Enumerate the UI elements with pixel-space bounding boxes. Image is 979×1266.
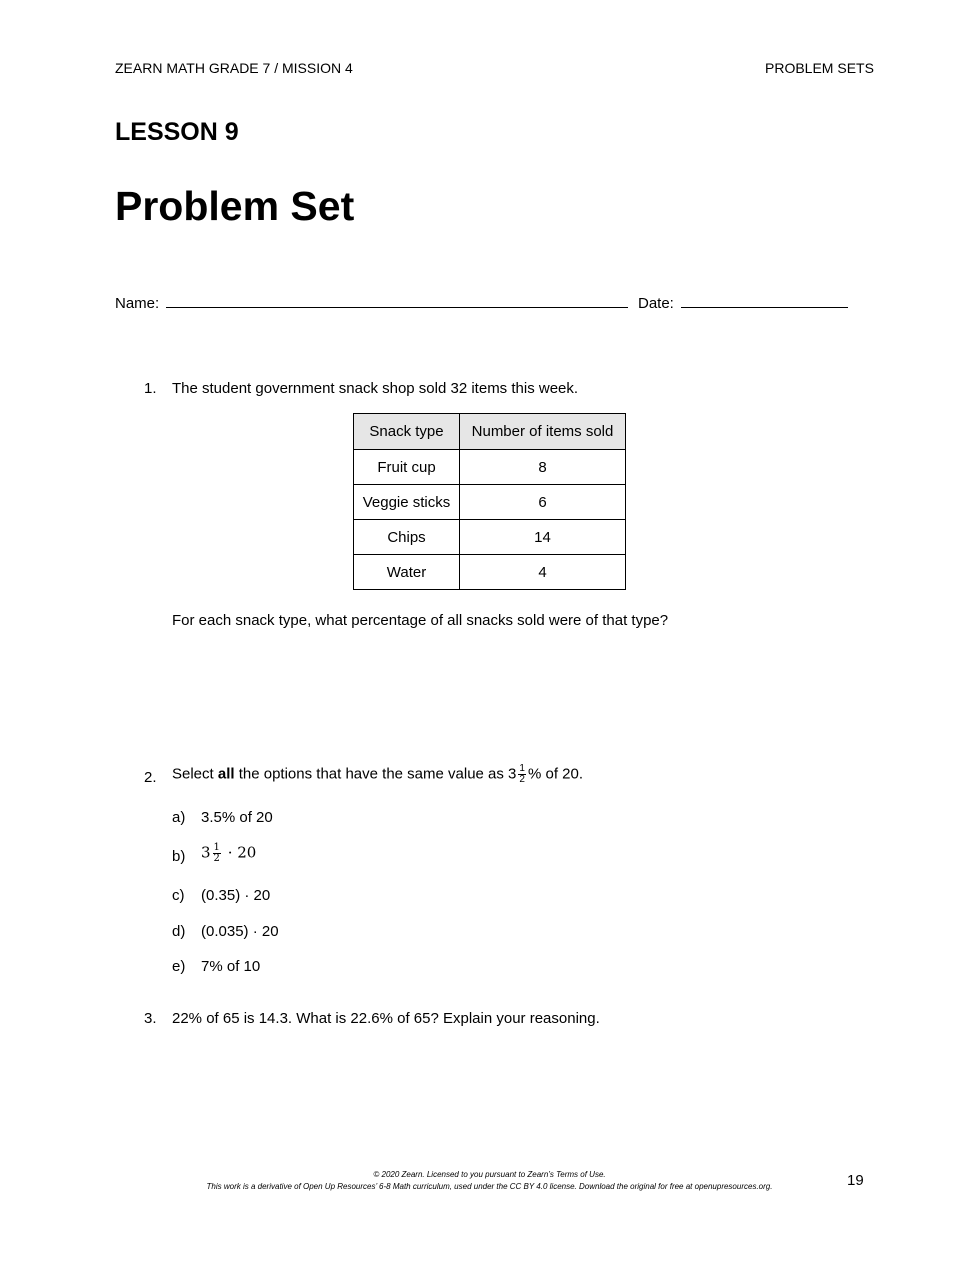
q2-fraction <box>518 764 526 785</box>
header-right: PROBLEM SETS <box>765 60 874 76</box>
option-c-text[interactable]: (0.35) · 20 <box>201 887 271 904</box>
option-b-whole: 3 <box>201 843 211 862</box>
page-number: 19 <box>847 1172 864 1189</box>
fraction-denominator: 2 <box>519 774 525 785</box>
q1-number: 1. <box>144 380 157 397</box>
table-row <box>354 450 626 485</box>
q2-text <box>172 764 583 785</box>
q2-text-mid: the options that have the same value as 3 <box>234 765 517 783</box>
q1-followup: For each snack type, what percentage of all snacks sold were of that type? <box>172 612 669 629</box>
fraction-numerator: 1 <box>213 842 220 853</box>
q2-number: 2. <box>144 769 157 786</box>
table-header-row <box>354 414 626 450</box>
option-e-letter: e) <box>172 958 186 975</box>
table-cell: 8 <box>460 450 626 485</box>
option-d-text[interactable]: (0.035) · 20 <box>201 923 279 940</box>
q2-text-after: % of 20. <box>527 765 584 783</box>
date-field[interactable] <box>638 293 848 312</box>
q3-text: 22% of 65 is 14.3. What is 22.6% of 65? Explain your reasoning. <box>172 1010 600 1027</box>
q2-text-bold: all <box>217 765 235 783</box>
option-a-text[interactable]: 3.5% of 20 <box>201 809 273 826</box>
table-header: Number of items sold <box>460 414 626 450</box>
table-cell: Veggie sticks <box>354 485 460 520</box>
lesson-label: LESSON 9 <box>115 118 239 146</box>
option-a-letter: a) <box>172 809 186 826</box>
q2-text-before: Select <box>172 765 218 783</box>
option-c-letter: c) <box>172 887 185 904</box>
option-b-rest: · 20 <box>222 843 257 862</box>
header-left: ZEARN MATH GRADE 7 / MISSION 4 <box>115 60 353 76</box>
table-cell: 14 <box>460 520 626 555</box>
date-line[interactable] <box>681 293 848 308</box>
table-cell: Chips <box>354 520 460 555</box>
name-line[interactable] <box>166 293 628 308</box>
q1-text: The student government snack shop sold 32 items this week. <box>172 380 579 397</box>
date-label: Date: <box>638 295 674 312</box>
table-row <box>354 520 626 555</box>
table-cell: 6 <box>460 485 626 520</box>
table-cell: Fruit cup <box>354 450 460 485</box>
snack-table <box>353 413 626 590</box>
name-field[interactable] <box>115 293 628 312</box>
footer-attribution: This work is a derivative of Open Up Resources’ 6-8 Math curriculum, used under the CC BY 4.0 license. Download the original for free at openupresources.org. <box>206 1182 773 1191</box>
fraction-numerator: 1 <box>519 763 525 774</box>
option-d-letter: d) <box>172 923 186 940</box>
option-b-text[interactable] <box>201 843 256 864</box>
option-b-letter: b) <box>172 848 186 865</box>
option-e-text[interactable]: 7% of 10 <box>201 958 261 975</box>
fraction-denominator: 2 <box>213 853 220 864</box>
footer-license: © 2020 Zearn. Licensed to you pursuant to Zearn’s Terms of Use. <box>373 1170 606 1179</box>
table-header: Snack type <box>354 414 460 450</box>
table-cell: Water <box>354 555 460 590</box>
table-row <box>354 555 626 590</box>
table-row <box>354 485 626 520</box>
option-b-fraction <box>213 843 221 864</box>
q3-number: 3. <box>144 1010 157 1027</box>
table-cell: 4 <box>460 555 626 590</box>
page-title: Problem Set <box>115 183 355 229</box>
name-label: Name: <box>115 295 160 312</box>
